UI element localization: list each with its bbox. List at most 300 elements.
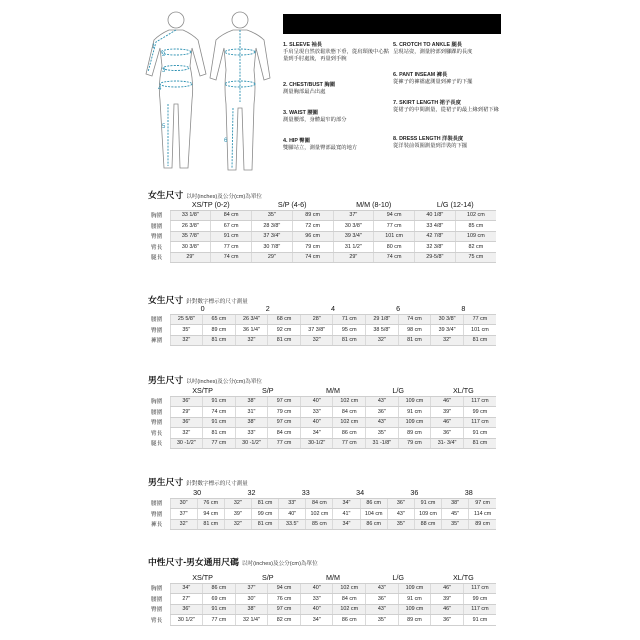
table-cell: 30": [235, 594, 268, 605]
size-column-header: S/P: [261, 385, 274, 395]
table-cell: 33": [300, 594, 333, 605]
table-cell: 31 -1/8": [366, 438, 399, 449]
note-waist: [283, 110, 393, 124]
table-cell: 35": [442, 519, 469, 530]
row-label: 腰圍: [151, 223, 163, 230]
table-cell: 74 cm: [211, 252, 252, 263]
table-cell: 81 cm: [398, 335, 431, 346]
table-cell: 77 cm: [268, 438, 301, 449]
table-cell: 94 cm: [374, 210, 415, 221]
table-cell: 37 3/8": [300, 325, 333, 336]
table-row: [150, 242, 496, 253]
table-cell: 117 cm: [463, 417, 496, 428]
table-cell: 91 cm: [463, 428, 496, 439]
note-title: PANT INSEAM 褲長: [399, 72, 448, 78]
table-cell: 99 cm: [463, 407, 496, 418]
table-cell: 37": [235, 583, 268, 594]
table-row: [150, 498, 496, 509]
table-cell: 33": [300, 407, 333, 418]
size-column-header: M/M: [325, 572, 340, 582]
table-row: [150, 417, 496, 428]
table-cell: 26 3/8": [170, 221, 211, 232]
table-cell: 42 7/8": [415, 231, 456, 242]
table-cell: 89 cm: [203, 325, 236, 336]
table-cell: 97 cm: [268, 417, 301, 428]
table-row: [150, 594, 496, 605]
table-cell: 40 1/8": [415, 210, 456, 221]
table-row: [150, 615, 496, 626]
note-sleeve: [283, 42, 393, 63]
table-cell: 34": [333, 498, 360, 509]
table-cell: 76 cm: [268, 594, 301, 605]
table-cell: 109 cm: [398, 604, 431, 615]
table-cell: 29-5/8": [415, 252, 456, 263]
table-row: [150, 221, 496, 232]
table-row: [150, 519, 496, 530]
table-cell: 109 cm: [414, 509, 441, 520]
table-cell: 30 3/8": [333, 221, 374, 232]
section-title-text: 男生尺寸: [148, 477, 184, 487]
row-label: 臀圍: [151, 327, 163, 334]
table-cell: 86 cm: [333, 428, 366, 439]
size-column-header: M/M (8-10): [356, 199, 392, 209]
section-subtitle: 以吋(inches)及公分(cm)為單位: [241, 561, 318, 567]
table-cell: 101 cm: [463, 325, 496, 336]
table-row: [150, 231, 496, 242]
table-cell: 40": [300, 417, 333, 428]
size-column-header: 32: [247, 487, 256, 497]
body-silhouettes-illustration: [138, 8, 278, 178]
table-cell: 81 cm: [268, 335, 301, 346]
section-subtitle: 針對數字標示的尺寸測量: [186, 481, 248, 487]
table-cell: 43": [366, 396, 399, 407]
table-cell: 29": [333, 252, 374, 263]
header-black-bar: [283, 14, 501, 34]
row-label: 胸圍: [151, 213, 163, 220]
size-column-header: 36: [410, 487, 419, 497]
table-cell: 35": [366, 615, 399, 626]
table-cell: 39": [431, 407, 464, 418]
table-cell: 76 cm: [197, 498, 224, 509]
row-label: 臀圍: [151, 420, 163, 427]
note-text: 從洋裝前領圍測量到洋裝的下擺: [393, 143, 468, 149]
row-label: 腰圍: [151, 409, 163, 416]
table-cell: 84 cm: [268, 428, 301, 439]
note-title: HIP 臀圍: [289, 138, 310, 144]
table-cell: 40": [279, 509, 306, 520]
table-cell: 40": [300, 604, 333, 615]
table-row: [150, 509, 496, 520]
table-cell: 38": [442, 498, 469, 509]
table-cell: 30 -1/2": [170, 438, 203, 449]
body-measurement-figures: [138, 8, 278, 178]
table-cell: 46": [431, 583, 464, 594]
table-cell: 117 cm: [463, 396, 496, 407]
table-cell: 30 -1/2": [235, 438, 268, 449]
row-label: 臀圍: [151, 607, 163, 614]
note-title: DRESS LENGTH 洋裝長度: [399, 136, 464, 142]
table-cell: 89 cm: [292, 210, 333, 221]
table-cell: 39 3/4": [431, 325, 464, 336]
figure-label-3: 3: [162, 68, 166, 74]
table-cell: 71 cm: [333, 314, 366, 325]
table-cell: 26 3/4": [235, 314, 268, 325]
table-cell: 32 1/4": [235, 615, 268, 626]
table-cell: 46": [431, 396, 464, 407]
size-column-header: L/G: [392, 385, 404, 395]
table-cell: 33 4/8": [415, 221, 456, 232]
table-cell: 29": [252, 252, 293, 263]
table-row: [150, 407, 496, 418]
table-cell: 114 cm: [469, 509, 496, 520]
row-label: 腰圍: [151, 317, 163, 324]
note-title: SLEEVE 袖長: [289, 42, 323, 48]
table-cell: 97 cm: [268, 604, 301, 615]
table-cell: 34": [300, 428, 333, 439]
table-cell: 77 cm: [463, 314, 496, 325]
table-cell: 39 3/4": [333, 231, 374, 242]
table-cell: 30": [170, 498, 197, 509]
table-cell: 31 1/2": [333, 242, 374, 253]
table-cell: 79 cm: [292, 242, 333, 253]
table-cell: 32": [224, 498, 251, 509]
header-corner: [150, 199, 170, 210]
table-cell: 34": [333, 519, 360, 530]
note-text: 手肩呈現自然放鬆狀態下垂，從肩頸後中心點量到手肘處後，再量到手腕: [283, 49, 389, 62]
table-cell: 97 cm: [469, 498, 496, 509]
note-title: CROTCH TO ANKLE 腿長: [399, 42, 463, 48]
table-cell: 81 cm: [251, 519, 278, 530]
table-cell: 84 cm: [333, 594, 366, 605]
table-row: [150, 604, 496, 615]
size-column-header: 6: [396, 303, 401, 313]
table-cell: 81 cm: [203, 335, 236, 346]
table-row: [150, 325, 496, 336]
table-cell: 94 cm: [268, 583, 301, 594]
table-row: [150, 314, 496, 325]
table-cell: 35": [252, 210, 293, 221]
table-cell: 46": [431, 417, 464, 428]
header-corner: [150, 487, 170, 498]
row-label: 褲圍: [151, 338, 163, 345]
table-cell: 91 cm: [211, 231, 252, 242]
table-cell: 82 cm: [455, 242, 496, 253]
table-cell: 35": [170, 325, 203, 336]
table-cell: 30 1/2": [170, 615, 203, 626]
table-cell: 117 cm: [463, 583, 496, 594]
table-cell: 29": [170, 252, 211, 263]
table-cell: 91 cm: [414, 498, 441, 509]
size-column-header: L/G: [392, 572, 404, 582]
size-column-header: L/G (12-14): [436, 199, 474, 209]
table-cell: 33.5": [279, 519, 306, 530]
table-cell: 30 3/8": [170, 242, 211, 253]
table-cell: 43": [366, 604, 399, 615]
table-cell: 81 cm: [203, 428, 236, 439]
table-cell: 36": [431, 615, 464, 626]
table-row: [150, 252, 496, 263]
table-cell: 45": [442, 509, 469, 520]
note-text: 測量腰部，身體最窄的部分: [283, 117, 347, 123]
unisex-title: [148, 555, 318, 568]
table-cell: 97 cm: [268, 396, 301, 407]
table-cell: 89 cm: [398, 615, 431, 626]
table-cell: 96 cm: [292, 231, 333, 242]
table-cell: 75 cm: [455, 252, 496, 263]
table-cell: 89 cm: [469, 519, 496, 530]
figure-label-4: 4: [158, 86, 162, 92]
note-hip: [283, 138, 393, 152]
table-cell: 81 cm: [197, 519, 224, 530]
table-cell: 27": [170, 594, 203, 605]
section-title-text: 中性尺寸-男女通用尺碼: [148, 557, 239, 567]
figure-label-2: 2: [162, 52, 166, 58]
table-cell: 72 cm: [292, 221, 333, 232]
table-cell: 80 cm: [374, 242, 415, 253]
note-text: 呈現站姿，測量胯部到腳踝的長度: [393, 49, 473, 55]
table-cell: 102 cm: [333, 604, 366, 615]
row-label: 胸圍: [151, 399, 163, 406]
table-cell: 81 cm: [333, 335, 366, 346]
table-cell: 39": [224, 509, 251, 520]
table-cell: 74 cm: [203, 407, 236, 418]
table-cell: 84 cm: [333, 407, 366, 418]
size-column-header: 8: [461, 303, 466, 313]
table-cell: 104 cm: [360, 509, 387, 520]
table-cell: 37 3/4": [252, 231, 293, 242]
table-cell: 46": [431, 604, 464, 615]
note-number: 5.: [393, 42, 398, 48]
note-pant-inseam: [393, 72, 503, 86]
table-cell: 102 cm: [333, 583, 366, 594]
table-cell: 102 cm: [455, 210, 496, 221]
table-cell: 33 1/8": [170, 210, 211, 221]
table-cell: 84 cm: [211, 210, 252, 221]
table-cell: 92 cm: [268, 325, 301, 336]
note-number: 7.: [393, 100, 398, 106]
section-subtitle: 以吋(inches)及公分(cm)為單位: [186, 379, 263, 385]
table-cell: 77 cm: [333, 438, 366, 449]
table-cell: 37": [333, 210, 374, 221]
table-row: [150, 210, 496, 221]
note-number: 6.: [393, 72, 398, 78]
size-column-header: S/P: [261, 572, 274, 582]
size-column-header: 2: [265, 303, 270, 313]
note-title: SKIRT LENGTH 裙子長度: [399, 100, 461, 106]
size-column-header: XL/TG: [452, 572, 474, 582]
table-cell: 86 cm: [203, 583, 236, 594]
table-cell: 29 1/8": [366, 314, 399, 325]
table-cell: 32 3/8": [415, 242, 456, 253]
table-cell: 38 5/8": [366, 325, 399, 336]
row-label: 臀圍: [151, 511, 163, 518]
table-cell: 77 cm: [211, 242, 252, 253]
table-cell: 101 cm: [374, 231, 415, 242]
table-cell: 91 cm: [203, 396, 236, 407]
row-label: 腿長: [151, 255, 163, 262]
table-cell: 33": [235, 428, 268, 439]
size-column-header: 34: [356, 487, 365, 497]
size-column-header: 30: [193, 487, 202, 497]
table-row: [150, 396, 496, 407]
table-cell: 102 cm: [306, 509, 333, 520]
note-title: CHEST/BUST 胸圍: [289, 82, 335, 88]
table-row: [150, 428, 496, 439]
header-corner: [150, 303, 170, 314]
table-cell: 32": [235, 335, 268, 346]
table-cell: 102 cm: [333, 417, 366, 428]
table-cell: 35": [366, 428, 399, 439]
table-cell: 35": [387, 519, 414, 530]
note-dress-length: [393, 136, 503, 150]
table-cell: 32": [170, 335, 203, 346]
table-cell: 86 cm: [333, 615, 366, 626]
men-letter-size-table: [150, 385, 496, 449]
table-cell: 65 cm: [203, 314, 236, 325]
row-label: 臀圍: [151, 234, 163, 241]
table-cell: 117 cm: [463, 604, 496, 615]
table-cell: 30-1/2": [300, 438, 333, 449]
note-text: 從裙子的中間測量，從裙子的最上緣到裙下緣: [393, 107, 499, 113]
table-cell: 28": [300, 314, 333, 325]
table-cell: 94 cm: [197, 509, 224, 520]
section-title-text: 女生尺寸: [148, 190, 184, 200]
table-cell: 36": [431, 428, 464, 439]
table-cell: 40": [300, 396, 333, 407]
table-cell: 86 cm: [360, 519, 387, 530]
table-cell: 86 cm: [360, 498, 387, 509]
table-cell: 38": [235, 604, 268, 615]
note-number: 8.: [393, 136, 398, 142]
note-number: 2.: [283, 82, 288, 88]
size-column-header: XS/TP: [192, 572, 213, 582]
table-cell: 81 cm: [463, 438, 496, 449]
note-text: 雙腳站立，測量臀部最寬的地方: [283, 145, 358, 151]
size-column-header: 0: [200, 303, 205, 313]
section-title-text: 男生尺寸: [148, 375, 184, 385]
figure-label-1: 1: [152, 44, 156, 50]
table-cell: 91 cm: [398, 594, 431, 605]
table-cell: 85 cm: [455, 221, 496, 232]
table-cell: 34": [300, 615, 333, 626]
table-cell: 79 cm: [268, 407, 301, 418]
table-cell: 43": [366, 417, 399, 428]
table-cell: 25 5/8": [170, 314, 203, 325]
men-numeric-size-table: [150, 487, 496, 530]
table-cell: 32": [366, 335, 399, 346]
note-skirt-length: [393, 100, 503, 114]
table-cell: 74 cm: [398, 314, 431, 325]
table-cell: 99 cm: [251, 509, 278, 520]
section-title-text: 女生尺寸: [148, 295, 184, 305]
note-chest: [283, 82, 393, 96]
table-cell: 82 cm: [268, 615, 301, 626]
measurement-notes: [283, 42, 513, 162]
table-cell: 98 cm: [398, 325, 431, 336]
table-cell: 109 cm: [398, 417, 431, 428]
table-cell: 39": [431, 594, 464, 605]
note-text: 從褲子的褲襠處測量到褲子的下擺: [393, 79, 473, 85]
table-cell: 31": [235, 407, 268, 418]
table-cell: 36 1/4": [235, 325, 268, 336]
table-cell: 84 cm: [306, 498, 333, 509]
size-column-header: 4: [330, 303, 335, 313]
women-letter-size-table: [150, 199, 496, 263]
table-cell: 41": [333, 509, 360, 520]
table-cell: 38": [235, 417, 268, 428]
table-cell: 109 cm: [398, 583, 431, 594]
table-cell: 32": [224, 519, 251, 530]
row-label: 腿長: [151, 441, 163, 448]
table-cell: 35 7/8": [170, 231, 211, 242]
women-numeric-size-table: [150, 303, 496, 346]
row-label: 腰圍: [151, 596, 163, 603]
table-row: [150, 583, 496, 594]
figure-label-6: 6: [224, 138, 228, 144]
size-column-header: 33: [301, 487, 310, 497]
unisex-size-table: [150, 572, 496, 626]
note-text: 測量胸部最凸出處: [283, 89, 326, 95]
table-cell: 33": [279, 498, 306, 509]
row-label: 臂長: [151, 430, 163, 437]
size-column-header: XS/TP (0-2): [191, 199, 230, 209]
table-cell: 74 cm: [292, 252, 333, 263]
table-cell: 36": [170, 396, 203, 407]
table-cell: 36": [170, 604, 203, 615]
note-crotch-to-ankle: [393, 42, 503, 56]
size-column-header: XS/TP: [192, 385, 213, 395]
note-number: 3.: [283, 110, 288, 116]
table-cell: 91 cm: [398, 407, 431, 418]
table-cell: 43": [387, 509, 414, 520]
table-cell: 88 cm: [414, 519, 441, 530]
note-number: 1.: [283, 42, 288, 48]
row-label: 臂長: [151, 617, 163, 624]
table-cell: 32": [170, 428, 203, 439]
row-label: 臂長: [151, 244, 163, 251]
table-cell: 37": [170, 509, 197, 520]
table-cell: 109 cm: [398, 396, 431, 407]
table-cell: 95 cm: [333, 325, 366, 336]
table-cell: 99 cm: [463, 594, 496, 605]
row-label: 褲長: [151, 522, 163, 529]
row-label: 腰圍: [151, 501, 163, 508]
table-cell: 69 cm: [203, 594, 236, 605]
table-cell: 77 cm: [374, 221, 415, 232]
table-row: [150, 335, 496, 346]
table-cell: 32": [431, 335, 464, 346]
note-number: 4.: [283, 138, 288, 144]
table-cell: 91 cm: [463, 615, 496, 626]
table-cell: 91 cm: [203, 604, 236, 615]
table-cell: 40": [300, 583, 333, 594]
size-column-header: XL/TG: [452, 385, 474, 395]
note-title: WAIST 腰圍: [289, 110, 318, 116]
table-cell: 34": [170, 583, 203, 594]
table-cell: 91 cm: [203, 417, 236, 428]
figure-label-5: 5: [162, 124, 166, 130]
table-cell: 31- 3/4": [431, 438, 464, 449]
table-cell: 36": [387, 498, 414, 509]
table-cell: 43": [366, 583, 399, 594]
table-cell: 74 cm: [374, 252, 415, 263]
table-cell: 36": [366, 594, 399, 605]
table-cell: 67 cm: [211, 221, 252, 232]
section-subtitle: 以吋(inches)及公分(cm)為單位: [186, 194, 263, 200]
table-cell: 29": [170, 407, 203, 418]
table-cell: 85 cm: [306, 519, 333, 530]
table-cell: 109 cm: [455, 231, 496, 242]
